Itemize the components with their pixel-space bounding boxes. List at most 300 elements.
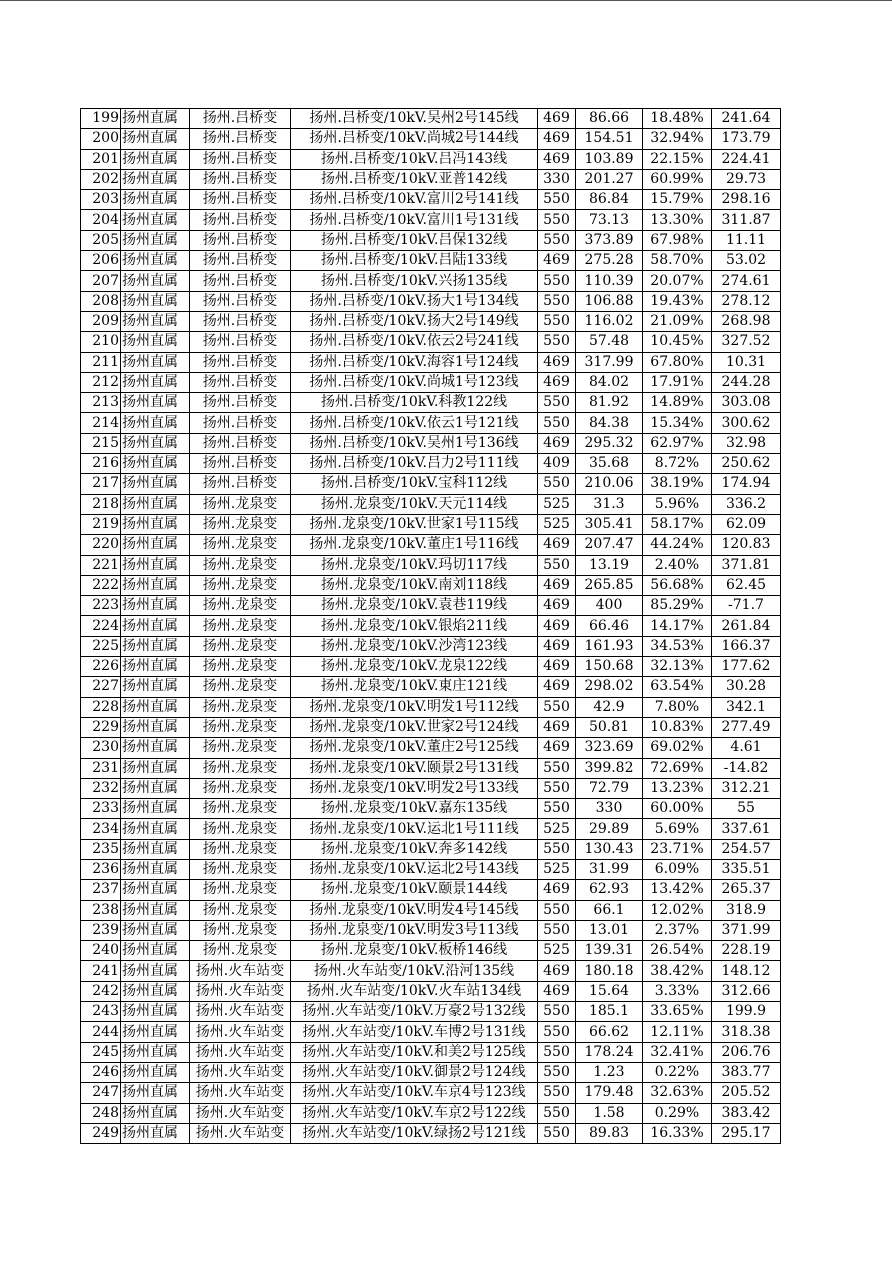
row-number-cell: 218 <box>81 494 121 514</box>
row-number-cell: 249 <box>81 1123 121 1143</box>
load-rate-cell: 32.13% <box>643 657 712 677</box>
row-number-cell: 245 <box>81 1042 121 1062</box>
remaining-capacity-cell: 62.09 <box>712 514 781 534</box>
org-cell: 扬州直属 <box>121 616 190 636</box>
remaining-capacity-cell: 120.83 <box>712 535 781 555</box>
load-cell: 13.19 <box>576 555 643 575</box>
org-cell: 扬州直属 <box>121 677 190 697</box>
capacity-cell: 469 <box>538 738 576 758</box>
remaining-capacity-cell: 250.62 <box>712 454 781 474</box>
substation-cell: 扬州.龙泉变 <box>190 677 291 697</box>
row-number-cell: 200 <box>81 129 121 149</box>
substation-cell: 扬州.吕桥变 <box>190 433 291 453</box>
load-cell: 330 <box>576 799 643 819</box>
table-row <box>81 291 781 311</box>
capacity-cell: 469 <box>538 433 576 453</box>
feeder-line-cell: 扬州.吕桥变/10kV.扬大1号134线 <box>291 291 538 311</box>
load-cell: 116.02 <box>576 311 643 331</box>
substation-cell: 扬州.龙泉变 <box>190 880 291 900</box>
feeder-line-cell: 扬州.火车站变/10kV.火车站134线 <box>291 981 538 1001</box>
capacity-cell: 469 <box>538 657 576 677</box>
feeder-line-cell: 扬州.龙泉变/10kV.嘉东135线 <box>291 799 538 819</box>
org-cell: 扬州直属 <box>121 636 190 656</box>
org-cell: 扬州直属 <box>121 1002 190 1022</box>
load-cell: 139.31 <box>576 941 643 961</box>
capacity-cell: 550 <box>538 230 576 250</box>
remaining-capacity-cell: 371.81 <box>712 555 781 575</box>
table-row <box>81 636 781 656</box>
table-row <box>81 697 781 717</box>
substation-cell: 扬州.火车站变 <box>190 1103 291 1123</box>
feeder-line-cell: 扬州.龙泉变/10kV.颐景2号131线 <box>291 758 538 778</box>
org-cell: 扬州直属 <box>121 129 190 149</box>
load-rate-cell: 32.94% <box>643 129 712 149</box>
row-number-cell: 235 <box>81 839 121 859</box>
remaining-capacity-cell: 303.08 <box>712 393 781 413</box>
org-cell: 扬州直属 <box>121 758 190 778</box>
capacity-cell: 550 <box>538 778 576 798</box>
table-row <box>81 1042 781 1062</box>
load-cell: 81.92 <box>576 393 643 413</box>
substation-cell: 扬州.龙泉变 <box>190 799 291 819</box>
row-number-cell: 229 <box>81 717 121 737</box>
org-cell: 扬州直属 <box>121 393 190 413</box>
load-cell: 178.24 <box>576 1042 643 1062</box>
capacity-cell: 469 <box>538 596 576 616</box>
row-number-cell: 220 <box>81 535 121 555</box>
table-row <box>81 210 781 230</box>
capacity-cell: 469 <box>538 372 576 392</box>
feeder-line-cell: 扬州.吕桥变/10kV.吕陆133线 <box>291 251 538 271</box>
capacity-cell: 409 <box>538 454 576 474</box>
remaining-capacity-cell: 278.12 <box>712 291 781 311</box>
row-number-cell: 231 <box>81 758 121 778</box>
load-rate-cell: 13.30% <box>643 210 712 230</box>
table-row <box>81 230 781 250</box>
row-number-cell: 217 <box>81 474 121 494</box>
remaining-capacity-cell: 311.87 <box>712 210 781 230</box>
org-cell: 扬州直属 <box>121 717 190 737</box>
substation-cell: 扬州.吕桥变 <box>190 332 291 352</box>
feeder-line-cell: 扬州.吕桥变/10kV.尚城1号123线 <box>291 372 538 392</box>
remaining-capacity-cell: 199.9 <box>712 1002 781 1022</box>
capacity-cell: 469 <box>538 717 576 737</box>
substation-cell: 扬州.吕桥变 <box>190 169 291 189</box>
load-rate-cell: 15.79% <box>643 190 712 210</box>
org-cell: 扬州直属 <box>121 778 190 798</box>
capacity-cell: 550 <box>538 555 576 575</box>
row-number-cell: 226 <box>81 657 121 677</box>
load-cell: 84.38 <box>576 413 643 433</box>
row-number-cell: 238 <box>81 900 121 920</box>
row-number-cell: 214 <box>81 413 121 433</box>
remaining-capacity-cell: 177.62 <box>712 657 781 677</box>
substation-cell: 扬州.龙泉变 <box>190 717 291 737</box>
feeder-line-cell: 扬州.吕桥变/10kV.富川2号141线 <box>291 190 538 210</box>
remaining-capacity-cell: 224.41 <box>712 149 781 169</box>
table-row <box>81 961 781 981</box>
org-cell: 扬州直属 <box>121 859 190 879</box>
row-number-cell: 208 <box>81 291 121 311</box>
load-cell: 66.62 <box>576 1022 643 1042</box>
row-number-cell: 216 <box>81 454 121 474</box>
capacity-cell: 550 <box>538 1103 576 1123</box>
remaining-capacity-cell: 312.66 <box>712 981 781 1001</box>
substation-cell: 扬州.吕桥变 <box>190 311 291 331</box>
remaining-capacity-cell: 205.52 <box>712 1083 781 1103</box>
load-cell: 201.27 <box>576 169 643 189</box>
capacity-cell: 469 <box>538 109 576 129</box>
org-cell: 扬州直属 <box>121 109 190 129</box>
table-row <box>81 413 781 433</box>
capacity-cell: 469 <box>538 251 576 271</box>
load-rate-cell: 5.96% <box>643 494 712 514</box>
feeder-line-cell: 扬州.龙泉变/10kV.天元114线 <box>291 494 538 514</box>
row-number-cell: 199 <box>81 109 121 129</box>
capacity-cell: 550 <box>538 190 576 210</box>
substation-cell: 扬州.龙泉变 <box>190 596 291 616</box>
load-cell: 210.06 <box>576 474 643 494</box>
table-row <box>81 657 781 677</box>
feeder-line-cell: 扬州.火车站变/10kV.车京2号122线 <box>291 1103 538 1123</box>
table-row <box>81 616 781 636</box>
feeder-line-cell: 扬州.龙泉变/10kV.玛切117线 <box>291 555 538 575</box>
remaining-capacity-cell: 383.42 <box>712 1103 781 1123</box>
remaining-capacity-cell: 241.64 <box>712 109 781 129</box>
feeder-line-cell: 扬州.龙泉变/10kV.沙湾123线 <box>291 636 538 656</box>
remaining-capacity-cell: 244.28 <box>712 372 781 392</box>
capacity-cell: 550 <box>538 393 576 413</box>
remaining-capacity-cell: 318.9 <box>712 900 781 920</box>
remaining-capacity-cell: 228.19 <box>712 941 781 961</box>
table-row <box>81 393 781 413</box>
substation-cell: 扬州.吕桥变 <box>190 291 291 311</box>
load-cell: 86.66 <box>576 109 643 129</box>
substation-cell: 扬州.吕桥变 <box>190 149 291 169</box>
table-row <box>81 1103 781 1123</box>
org-cell: 扬州直属 <box>121 1042 190 1062</box>
row-number-cell: 234 <box>81 819 121 839</box>
capacity-cell: 550 <box>538 1002 576 1022</box>
remaining-capacity-cell: 318.38 <box>712 1022 781 1042</box>
org-cell: 扬州直属 <box>121 1083 190 1103</box>
load-rate-cell: 69.02% <box>643 738 712 758</box>
feeder-line-cell: 扬州.龙泉变/10kV.奔多142线 <box>291 839 538 859</box>
feeder-line-cell: 扬州.龙泉变/10kV.明发1号112线 <box>291 697 538 717</box>
substation-cell: 扬州.龙泉变 <box>190 839 291 859</box>
remaining-capacity-cell: 335.51 <box>712 859 781 879</box>
row-number-cell: 246 <box>81 1062 121 1082</box>
load-cell: 185.1 <box>576 1002 643 1022</box>
capacity-cell: 469 <box>538 961 576 981</box>
feeder-line-cell: 扬州.吕桥变/10kV.吴州1号136线 <box>291 433 538 453</box>
capacity-cell: 469 <box>538 575 576 595</box>
org-cell: 扬州直属 <box>121 1062 190 1082</box>
capacity-cell: 525 <box>538 819 576 839</box>
load-cell: 66.1 <box>576 900 643 920</box>
capacity-cell: 469 <box>538 677 576 697</box>
substation-cell: 扬州.龙泉变 <box>190 616 291 636</box>
remaining-capacity-cell: 55 <box>712 799 781 819</box>
remaining-capacity-cell: 300.62 <box>712 413 781 433</box>
org-cell: 扬州直属 <box>121 291 190 311</box>
remaining-capacity-cell: 166.37 <box>712 636 781 656</box>
org-cell: 扬州直属 <box>121 433 190 453</box>
load-rate-cell: 13.23% <box>643 778 712 798</box>
remaining-capacity-cell: 265.37 <box>712 880 781 900</box>
row-number-cell: 205 <box>81 230 121 250</box>
table-row <box>81 778 781 798</box>
remaining-capacity-cell: 62.45 <box>712 575 781 595</box>
table-row <box>81 859 781 879</box>
load-rate-cell: 10.45% <box>643 332 712 352</box>
capacity-cell: 469 <box>538 535 576 555</box>
substation-cell: 扬州.吕桥变 <box>190 230 291 250</box>
org-cell: 扬州直属 <box>121 454 190 474</box>
capacity-cell: 550 <box>538 1083 576 1103</box>
capacity-cell: 525 <box>538 494 576 514</box>
org-cell: 扬州直属 <box>121 738 190 758</box>
row-number-cell: 201 <box>81 149 121 169</box>
load-rate-cell: 16.33% <box>643 1123 712 1143</box>
load-cell: 400 <box>576 596 643 616</box>
capacity-cell: 550 <box>538 697 576 717</box>
row-number-cell: 211 <box>81 352 121 372</box>
feeder-line-cell: 扬州.龙泉变/10kV.世家1号115线 <box>291 514 538 534</box>
capacity-cell: 469 <box>538 149 576 169</box>
load-rate-cell: 13.42% <box>643 880 712 900</box>
row-number-cell: 221 <box>81 555 121 575</box>
load-cell: 317.99 <box>576 352 643 372</box>
load-cell: 265.85 <box>576 575 643 595</box>
remaining-capacity-cell: 371.99 <box>712 920 781 940</box>
row-number-cell: 237 <box>81 880 121 900</box>
org-cell: 扬州直属 <box>121 657 190 677</box>
org-cell: 扬州直属 <box>121 514 190 534</box>
remaining-capacity-cell: 337.61 <box>712 819 781 839</box>
table-row <box>81 190 781 210</box>
substation-cell: 扬州.龙泉变 <box>190 819 291 839</box>
load-rate-cell: 12.02% <box>643 900 712 920</box>
table-row <box>81 1123 781 1143</box>
capacity-cell: 550 <box>538 839 576 859</box>
capacity-cell: 550 <box>538 758 576 778</box>
table-row <box>81 372 781 392</box>
feeder-line-cell: 扬州.龙泉变/10kV.董庄1号116线 <box>291 535 538 555</box>
substation-cell: 扬州.吕桥变 <box>190 352 291 372</box>
row-number-cell: 239 <box>81 920 121 940</box>
capacity-cell: 550 <box>538 1042 576 1062</box>
load-cell: 373.89 <box>576 230 643 250</box>
row-number-cell: 244 <box>81 1022 121 1042</box>
table-row <box>81 454 781 474</box>
row-number-cell: 204 <box>81 210 121 230</box>
row-number-cell: 219 <box>81 514 121 534</box>
org-cell: 扬州直属 <box>121 839 190 859</box>
capacity-cell: 550 <box>538 920 576 940</box>
feeder-line-cell: 扬州.火车站变/10kV.车博2号131线 <box>291 1022 538 1042</box>
feeder-line-cell: 扬州.龙泉变/10kV.运北1号111线 <box>291 819 538 839</box>
row-number-cell: 236 <box>81 859 121 879</box>
org-cell: 扬州直属 <box>121 819 190 839</box>
capacity-cell: 550 <box>538 474 576 494</box>
substation-cell: 扬州.火车站变 <box>190 961 291 981</box>
page-top-rule <box>0 0 892 1</box>
table-row <box>81 1022 781 1042</box>
load-rate-cell: 15.34% <box>643 413 712 433</box>
remaining-capacity-cell: 295.17 <box>712 1123 781 1143</box>
load-rate-cell: 72.69% <box>643 758 712 778</box>
table-row <box>81 1002 781 1022</box>
capacity-cell: 550 <box>538 900 576 920</box>
substation-cell: 扬州.龙泉变 <box>190 758 291 778</box>
table-row <box>81 494 781 514</box>
remaining-capacity-cell: 383.77 <box>712 1062 781 1082</box>
capacity-cell: 469 <box>538 616 576 636</box>
load-rate-cell: 58.17% <box>643 514 712 534</box>
load-cell: 295.32 <box>576 433 643 453</box>
feeder-line-cell: 扬州.火车站变/10kV.和美2号125线 <box>291 1042 538 1062</box>
row-number-cell: 225 <box>81 636 121 656</box>
feeder-line-cell: 扬州.龙泉变/10kV.明发3号113线 <box>291 920 538 940</box>
org-cell: 扬州直属 <box>121 230 190 250</box>
table-row <box>81 941 781 961</box>
remaining-capacity-cell: 4.61 <box>712 738 781 758</box>
load-rate-cell: 21.09% <box>643 311 712 331</box>
capacity-cell: 469 <box>538 129 576 149</box>
substation-cell: 扬州.龙泉变 <box>190 555 291 575</box>
load-rate-cell: 20.07% <box>643 271 712 291</box>
remaining-capacity-cell: 29.73 <box>712 169 781 189</box>
load-rate-cell: 10.83% <box>643 717 712 737</box>
remaining-capacity-cell: 10.31 <box>712 352 781 372</box>
substation-cell: 扬州.吕桥变 <box>190 190 291 210</box>
substation-cell: 扬州.火车站变 <box>190 1062 291 1082</box>
row-number-cell: 203 <box>81 190 121 210</box>
table-row <box>81 535 781 555</box>
load-rate-cell: 2.40% <box>643 555 712 575</box>
table-body <box>81 109 781 1144</box>
load-rate-cell: 67.98% <box>643 230 712 250</box>
load-cell: 13.01 <box>576 920 643 940</box>
load-rate-cell: 17.91% <box>643 372 712 392</box>
row-number-cell: 215 <box>81 433 121 453</box>
load-cell: 298.02 <box>576 677 643 697</box>
load-cell: 207.47 <box>576 535 643 555</box>
row-number-cell: 240 <box>81 941 121 961</box>
table-row <box>81 109 781 129</box>
substation-cell: 扬州.吕桥变 <box>190 474 291 494</box>
feeder-line-cell: 扬州.吕桥变/10kV.宝科112线 <box>291 474 538 494</box>
row-number-cell: 248 <box>81 1103 121 1123</box>
remaining-capacity-cell: 53.02 <box>712 251 781 271</box>
remaining-capacity-cell: 148.12 <box>712 961 781 981</box>
substation-cell: 扬州.龙泉变 <box>190 494 291 514</box>
org-cell: 扬州直属 <box>121 697 190 717</box>
load-rate-cell: 44.24% <box>643 535 712 555</box>
load-cell: 62.93 <box>576 880 643 900</box>
feeder-line-cell: 扬州.龙泉变/10kV.南刘118线 <box>291 575 538 595</box>
capacity-cell: 550 <box>538 210 576 230</box>
table-row <box>81 717 781 737</box>
load-rate-cell: 7.80% <box>643 697 712 717</box>
capacity-cell: 525 <box>538 941 576 961</box>
load-rate-cell: 58.70% <box>643 251 712 271</box>
substation-cell: 扬州.火车站变 <box>190 1083 291 1103</box>
capacity-cell: 550 <box>538 332 576 352</box>
feeder-line-cell: 扬州.龙泉变/10kV.银焰211线 <box>291 616 538 636</box>
load-cell: 305.41 <box>576 514 643 534</box>
remaining-capacity-cell: 30.28 <box>712 677 781 697</box>
table-row <box>81 1083 781 1103</box>
feeder-line-cell: 扬州.火车站变/10kV.万豪2号132线 <box>291 1002 538 1022</box>
load-cell: 84.02 <box>576 372 643 392</box>
feeder-line-cell: 扬州.吕桥变/10kV.依云1号121线 <box>291 413 538 433</box>
load-rate-cell: 6.09% <box>643 859 712 879</box>
substation-cell: 扬州.吕桥变 <box>190 129 291 149</box>
load-cell: 179.48 <box>576 1083 643 1103</box>
feeder-line-cell: 扬州.龙泉变/10kV.板桥146线 <box>291 941 538 961</box>
load-cell: 66.46 <box>576 616 643 636</box>
load-rate-cell: 18.48% <box>643 109 712 129</box>
feeder-line-cell: 扬州.吕桥变/10kV.吕保132线 <box>291 230 538 250</box>
remaining-capacity-cell: 173.79 <box>712 129 781 149</box>
remaining-capacity-cell: 261.84 <box>712 616 781 636</box>
table-row <box>81 880 781 900</box>
load-cell: 130.43 <box>576 839 643 859</box>
row-number-cell: 209 <box>81 311 121 331</box>
remaining-capacity-cell: 174.94 <box>712 474 781 494</box>
substation-cell: 扬州.龙泉变 <box>190 900 291 920</box>
row-number-cell: 228 <box>81 697 121 717</box>
org-cell: 扬州直属 <box>121 1022 190 1042</box>
table-row <box>81 251 781 271</box>
remaining-capacity-cell: 206.76 <box>712 1042 781 1062</box>
load-rate-cell: 32.41% <box>643 1042 712 1062</box>
load-rate-cell: 19.43% <box>643 291 712 311</box>
table-row <box>81 271 781 291</box>
org-cell: 扬州直属 <box>121 961 190 981</box>
org-cell: 扬州直属 <box>121 332 190 352</box>
feeder-line-cell: 扬州.吕桥变/10kV.依云2号241线 <box>291 332 538 352</box>
substation-cell: 扬州.吕桥变 <box>190 210 291 230</box>
remaining-capacity-cell: 254.57 <box>712 839 781 859</box>
remaining-capacity-cell: 336.2 <box>712 494 781 514</box>
remaining-capacity-cell: -14.82 <box>712 758 781 778</box>
load-cell: 35.68 <box>576 454 643 474</box>
row-number-cell: 222 <box>81 575 121 595</box>
substation-cell: 扬州.龙泉变 <box>190 535 291 555</box>
capacity-cell: 469 <box>538 981 576 1001</box>
feeder-line-cell: 扬州.龙泉变/10kV.明发2号133线 <box>291 778 538 798</box>
load-cell: 154.51 <box>576 129 643 149</box>
load-cell: 86.84 <box>576 190 643 210</box>
remaining-capacity-cell: 298.16 <box>712 190 781 210</box>
remaining-capacity-cell: 312.21 <box>712 778 781 798</box>
load-rate-cell: 32.63% <box>643 1083 712 1103</box>
substation-cell: 扬州.龙泉变 <box>190 657 291 677</box>
load-cell: 1.23 <box>576 1062 643 1082</box>
load-rate-cell: 33.65% <box>643 1002 712 1022</box>
substation-cell: 扬州.吕桥变 <box>190 271 291 291</box>
capacity-cell: 550 <box>538 311 576 331</box>
table-row <box>81 474 781 494</box>
table-row <box>81 758 781 778</box>
load-rate-cell: 60.00% <box>643 799 712 819</box>
feeder-line-cell: 扬州.龙泉变/10kV.董庄2号125线 <box>291 738 538 758</box>
table-row <box>81 677 781 697</box>
table-row <box>81 352 781 372</box>
